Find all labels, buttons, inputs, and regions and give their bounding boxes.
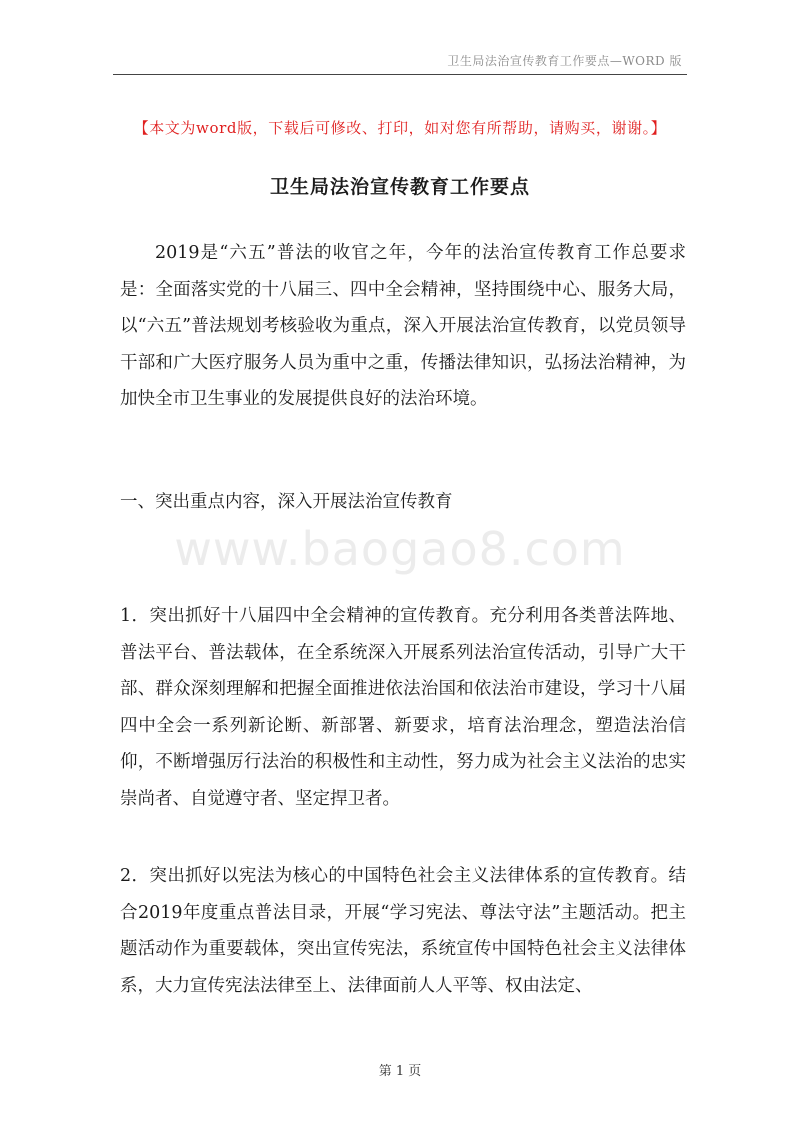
header-divider bbox=[113, 74, 687, 75]
purchase-notice: 【本文为word版，下载后可修改、打印，如对您有所帮助，请购买，谢谢。】 bbox=[133, 119, 667, 137]
section-heading-1: 一、突出重点内容，深入开展法治宣传教育 bbox=[120, 492, 453, 512]
item-paragraph-1: 1．突出抓好十八届四中全会精神的宣传教育。充分利用各类普法阵地、普法平台、普法载体，在全系统深入开展系列法治宣传活动，引导广大干部、群众深刻理解和把握全面推进依法治国和依法治市建设，学习十八届四中全会一系列新论断、新部署、新要求，培育法治理念，塑造法治信仰，不断增强厉行法治的积极性和主动性，努力成为社会主义法治的忠实崇尚者、自觉遵守者、坚定捍卫者。 bbox=[120, 606, 686, 809]
watermark: www.baogao8.com bbox=[174, 522, 626, 576]
intro-paragraph: 2019是“六五”普法的收官之年，今年的法治宣传教育工作总要求是：全面落实党的十八届三、四中全会精神，坚持围绕中心、服务大局，以“六五”普法规划考核验收为重点，深入开展法治宣传教育，以党员领导干部和广大医疗服务人员为重中之重，传播法律知识，弘扬法治精神，为加快全市卫生事业的发展提供良好的法治环境。 bbox=[120, 243, 686, 409]
page-number: 第 1 页 bbox=[378, 1064, 422, 1079]
document-title: 卫生局法治宣传教育工作要点 bbox=[269, 176, 530, 198]
header-title: 卫生局法治宣传教育工作要点—WORD 版 bbox=[447, 54, 682, 68]
item-paragraph-2: 2．突出抓好以宪法为核心的中国特色社会主义法律体系的宣传教育。结合2019年度重点普法目录，开展“学习宪法、尊法守法”主题活动。把主题活动作为重要载体，突出宣传宪法，系统宣传中国特色社会主义法律体系，大力宣传宪法法律至上、法律面前人人平等、权由法定、 bbox=[120, 866, 686, 996]
